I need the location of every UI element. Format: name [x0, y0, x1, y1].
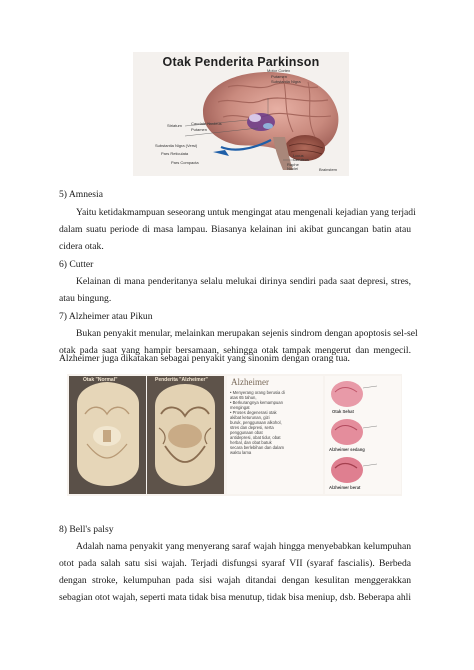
bullet-line: akibat keturunan, gizi: [230, 415, 270, 420]
bullet-line: mengingat: [230, 405, 250, 410]
bells-line-1: Adalah nama penyakit yang menyerang saraf wajah hingga menyebabkan kelumpuhan: [76, 541, 411, 552]
bullet-line: waktu lama: [230, 450, 252, 455]
stage-label-moderate: Alzheimer sedang: [329, 447, 365, 452]
heading-amnesia: 5) Amnesia: [59, 189, 103, 200]
label-locus-ceruleus: Locus Ceruleus: [293, 153, 310, 163]
label-caudate-nucleus: Caudate Nucleus: [191, 121, 222, 126]
bullet-line: herbal, dan obat batuk: [230, 440, 272, 445]
label-striatum: Striatum: [167, 123, 182, 128]
parkinson-brain-figure: [133, 52, 349, 176]
label-substantia-nigra: Substantia Nigra: [271, 79, 301, 84]
bullet-line: • Proses degenerasi otak: [230, 410, 277, 415]
label-putamen-2: Putamen: [191, 127, 208, 132]
label-brainstem: Brainstem: [319, 167, 338, 172]
label-putamen: Putamen: [271, 74, 288, 79]
alzheimer-line-2: otak pada saat yang hampir bersamaan, sehingga otak tampak mengerut dan mengecil.: [59, 345, 411, 356]
bullet-line: buruk, penggunaan alkohol,: [230, 420, 282, 425]
stage-label-severe: Alzheimer berat: [329, 485, 361, 490]
alzheimer-brain-label: Penderita "Alzheimer": [155, 377, 208, 383]
figure-title: Otak Penderita Parkinson: [162, 55, 320, 69]
bullet-line: penggunaan obat: [230, 430, 263, 435]
bullet-line: • Menyerang orang berusia di: [230, 390, 285, 395]
amnesia-line-2: dalam suatu periode di masa lampau. Biasanya kelainan ini akibat guncangan batin atau: [59, 224, 411, 235]
label-pars-compacta: Pars Compacta: [171, 160, 199, 165]
cutter-line-1: Kelainan di mana penderitanya selalu melukai dirinya sendiri pada saat depresi, stres,: [76, 276, 411, 287]
bullet-line: stres dan depresi, serta: [230, 425, 274, 430]
label-substantia-nigra-2: Substantia Nigra (Versi): [155, 143, 198, 148]
alzheimer-figure: [67, 374, 402, 496]
alzheimer-bullets: [230, 390, 322, 455]
normal-brain-label: Otak "Normal": [83, 377, 118, 383]
amnesia-line-3: cidera otak.: [59, 241, 104, 252]
alzheimer-panel-title: Alzheimer: [231, 377, 269, 387]
alzheimer-line-1: Bukan penyakit menular, melainkan merupakan sejenis sindrom dengan apoptosis sel-sel: [76, 328, 418, 339]
bullet-line: antidepresi, obat tidur, obat: [230, 435, 281, 440]
heading-cutter: 6) Cutter: [59, 259, 94, 270]
label-motor-cortex: Motor Cortex: [267, 68, 291, 73]
amnesia-line-1: Yaitu ketidakmampuan seseorang untuk mengingat atau mengenali kejadian yang terjadi: [76, 207, 416, 218]
bullet-line: • Berkurangnya kemampuan: [230, 400, 283, 405]
heading-bells-palsy: 8) Bell's palsy: [59, 524, 114, 535]
bullet-line: secara berlebihan dan dalam: [230, 445, 285, 450]
parkinson-brain-illustration: [133, 52, 349, 176]
label-raphe-nuclei: Raphe Nuclei: [287, 162, 299, 172]
bullet-line: atas 65 tahun,: [230, 395, 257, 400]
stage-label-healthy: Otak Sehat: [332, 409, 354, 414]
alzheimer-line-3: Alzheimer juga dikatakan sebagai penyakit yang sinonim dengan orang tua.: [59, 353, 350, 364]
bells-line-4: sebagian otot wajah, seperti mata tidak bisa menutup, tidak bisa meniup, dsb. Beberapa ahli: [59, 592, 411, 603]
heading-alzheimer: 7) Alzheimer atau Pikun: [59, 311, 153, 322]
bells-line-2: otot pada salah satu sisi wajah. Terjadi disfungsi syaraf VII (syaraf fascialis). Berbeda: [59, 558, 411, 569]
label-pars-reticulata: Pars Reticulata: [161, 151, 189, 156]
bells-line-3: dengan stroke, kelumpuhan pada sisi wajah ditandai dengan kesulitan menggerakkan: [59, 575, 411, 586]
cutter-line-2: atau bingung.: [59, 293, 112, 304]
